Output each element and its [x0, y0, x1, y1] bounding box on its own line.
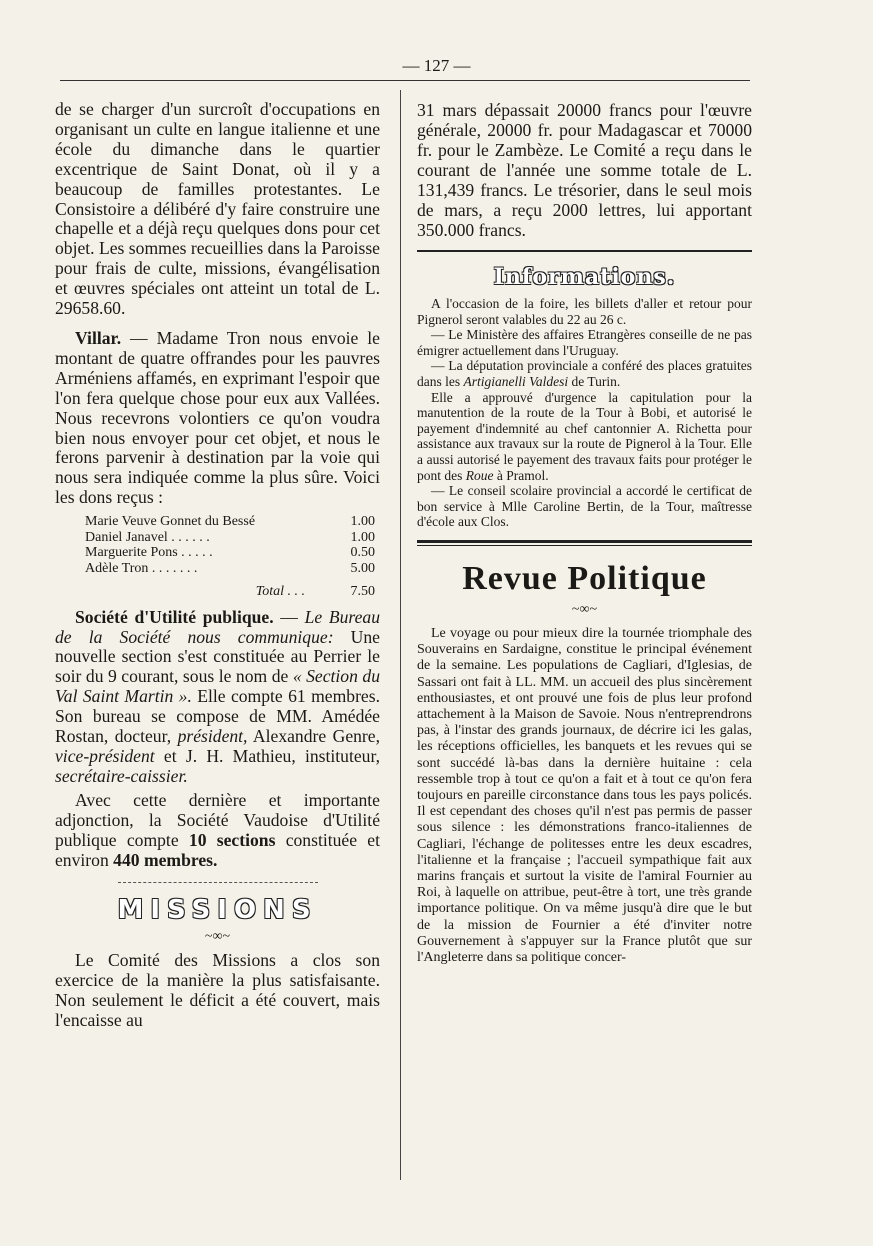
- left-column: [55, 100, 380, 1031]
- gift-amount: 0.50: [350, 545, 375, 561]
- societe-italic-lead: Le Bureau de la Société nous communique:: [55, 606, 380, 647]
- info-text: à Pramol.: [493, 467, 549, 483]
- societe-dash: —: [273, 606, 305, 627]
- missions-rule: [118, 882, 318, 883]
- adjonction-paragraph: [55, 791, 380, 871]
- info-item: — Le Ministère des affaires Etrangères conseille de ne pas émigrer actuellement dans l'Uruguay.: [417, 327, 752, 358]
- right-column: [417, 100, 752, 966]
- gift-amount: 1.00: [350, 514, 375, 530]
- gift-row: [85, 545, 375, 561]
- gift-donor: Daniel Janavel . . . . . .: [85, 529, 210, 545]
- gift-amount: 5.00: [350, 560, 375, 576]
- societe-text: Une nouvelle section s'est constituée au Perrier le soir du 9 courant, sous le nom de: [55, 626, 380, 687]
- missions-continued-paragraph: 31 mars dépassait 20000 francs pour l'œuvre générale, 20000 fr. pour Madagascar et 70000 fr. pour le Zambèze. Le Comité a reçu dans le courant de l'année une somme totale de L. 131,439 francs. Le trésorier, dans le seul mois de mars, a reçu 2000 lettres, lui apportant 350.000 francs.: [417, 100, 752, 240]
- header-rule: [60, 80, 750, 81]
- gift-donor: Marguerite Pons . . . . .: [85, 545, 213, 561]
- missions-title: MISSIONS: [117, 895, 318, 926]
- info-item: [417, 358, 752, 389]
- column-divider: [400, 90, 401, 1180]
- adjonction-text: constituée et environ: [55, 829, 380, 870]
- revue-politique-title: Revue Politique: [462, 559, 707, 597]
- gift-total-amount: 7.50: [350, 584, 375, 600]
- info-italic: Artigianelli Valdesi: [463, 373, 569, 389]
- info-item: — Le conseil scolaire provincial a accordé le certificat de bon service à Mlle Caroline Bertin, de la Tour, maîtresse d'école aux Clos.: [417, 483, 752, 530]
- info-text: — La députation provinciale a conféré des places gratuites dans les: [417, 358, 752, 389]
- gift-amount: 1.00: [350, 529, 375, 545]
- villar-paragraph: [55, 329, 380, 508]
- info-text: Elle a approuvé d'urgence la capitulation pour la manutention de la route de la Tour à Bobi, et autorisé le payement d'indemnité au chef cantonnier A. Richetta pour assistance aux travaux sur la route de Pignerol à la Tour. Elle a aussi autorisé le payement des travaux faits pour protéger le pont des: [417, 389, 752, 483]
- societe-heading: Société d'Utilité publique.: [75, 606, 274, 627]
- gift-row: [85, 530, 375, 546]
- adjonction-members: 440 membres.: [113, 849, 218, 870]
- adjonction-sections: 10 sections: [188, 829, 276, 850]
- gift-donor: Adèle Tron . . . . . . .: [85, 560, 198, 576]
- villar-heading: Villar.: [75, 327, 122, 348]
- villar-text: — Madame Tron nous envoie le montant de quatre offrandes pour les pauvres Arméniens affamés, en exprimant l'espoir que l'on fera quelque chose pour eux aux Vallées. Nous recevrons volontiers ce qu'on voudra bien nous envoyer pour cet objet, et nous le ferons parvenir à destination par la voie qui nous sera indiquée comme la plus sûre. Voici les dons reçus :: [55, 327, 380, 508]
- missions-flourish: ~∞~: [204, 929, 231, 945]
- revue-paragraph: Le voyage ou pour mieux dire la tournée triomphale des Souverains en Sardaigne, constitue le principal événement de la semaine. Les populations de Cagliari, d'Iglesias, de Sassari ont fait à LL. MM. un accueil des plus sincèrement enthousiastes, et ont prouvé une fois de plus leur profond attachement à la Maison de Savoie. Nous n'entreprendrons pas, à l'instar des grands journaux, de décrire ici les galas, les réceptions officielles, les banquets et les revues qui se sont succédé là-bas dans la dernière huitaine : cela ressemble trop à tout ce qu'on a fait et à tout ce qu'on fera toujours en pareille circonstance dans tous les pays policés. Il est cependant des choses qu'il n'est pas permis de passer sous silence : les démonstrations franco-italiennes de Cagliari, l'échange de politesses entre les deux escadres, l'italienne et la française ; l'accueil sympathique fait aux marins français et surtout la visite de l'amiral Fournier au Roi, à laquelle on attribue, peut-être à tort, une très grande importance politique. On va même jusqu'à dire que le but de la mission de Fournier a été d'inviter notre Gouvernement à s'appuyer sur la France plutôt que sur l'Angleterre dans sa politique concer-: [417, 625, 752, 965]
- info-italic: Roue: [465, 467, 494, 483]
- societe-role: secrétaire-caissier.: [55, 765, 188, 786]
- revue-rule: [417, 540, 752, 546]
- societe-text: Alexandre Genre,: [247, 726, 380, 747]
- missions-paragraph: Le Comité des Missions a clos son exercice de la manière la plus satisfaisante. Non seulement le déficit a été couvert, mais l'encaisse au: [55, 950, 380, 1031]
- gift-total-label: Total . . .: [255, 584, 305, 600]
- gift-donor: Marie Veuve Gonnet du Bessé: [85, 514, 256, 530]
- adjonction-text: Avec cette dernière et importante adjonction, la Société Vaudoise d'Utilité publique compte: [55, 789, 380, 850]
- gift-list: [85, 514, 375, 600]
- societe-text: et J. H. Mathieu, instituteur,: [154, 745, 380, 766]
- page-number: — 127 —: [402, 56, 471, 75]
- info-text: de Turin.: [568, 373, 621, 389]
- info-item: A l'occasion de la foire, les billets d'aller et retour pour Pignerol seront valables du 22 au 26 c.: [417, 296, 752, 327]
- informations-rule: [417, 250, 752, 252]
- gift-total-row: [85, 584, 375, 600]
- gift-row: [85, 561, 375, 577]
- informations-title: Informations.: [493, 264, 676, 290]
- consistoire-paragraph: de se charger d'un surcroît d'occupations en organisant un culte en langue italienne et une école du dimanche dans le quartier excentrique de Saint Donat, où il y a beaucoup de familles protestantes. Le Consistoire a délibéré d'y faire construire une chapelle et a déjà reçu quelques dons pour cet objet. Les sommes recueillies dans la Paroisse pour frais de culte, missions, évangélisation et œuvres spéciales ont atteint un total de L. 29658.60.: [55, 99, 380, 319]
- societe-section-name: « Section du Val Saint Martin ».: [55, 666, 380, 707]
- societe-paragraph: [55, 608, 380, 787]
- societe-text: Elle compte 61 membres. Son bureau se compose de MM. Amédée Rostan, docteur,: [55, 686, 380, 747]
- societe-role: vice-président: [55, 745, 155, 766]
- societe-role: président,: [177, 726, 248, 747]
- info-item: [417, 390, 752, 484]
- revue-flourish: ~∞~: [571, 601, 598, 617]
- gift-row: [85, 514, 375, 530]
